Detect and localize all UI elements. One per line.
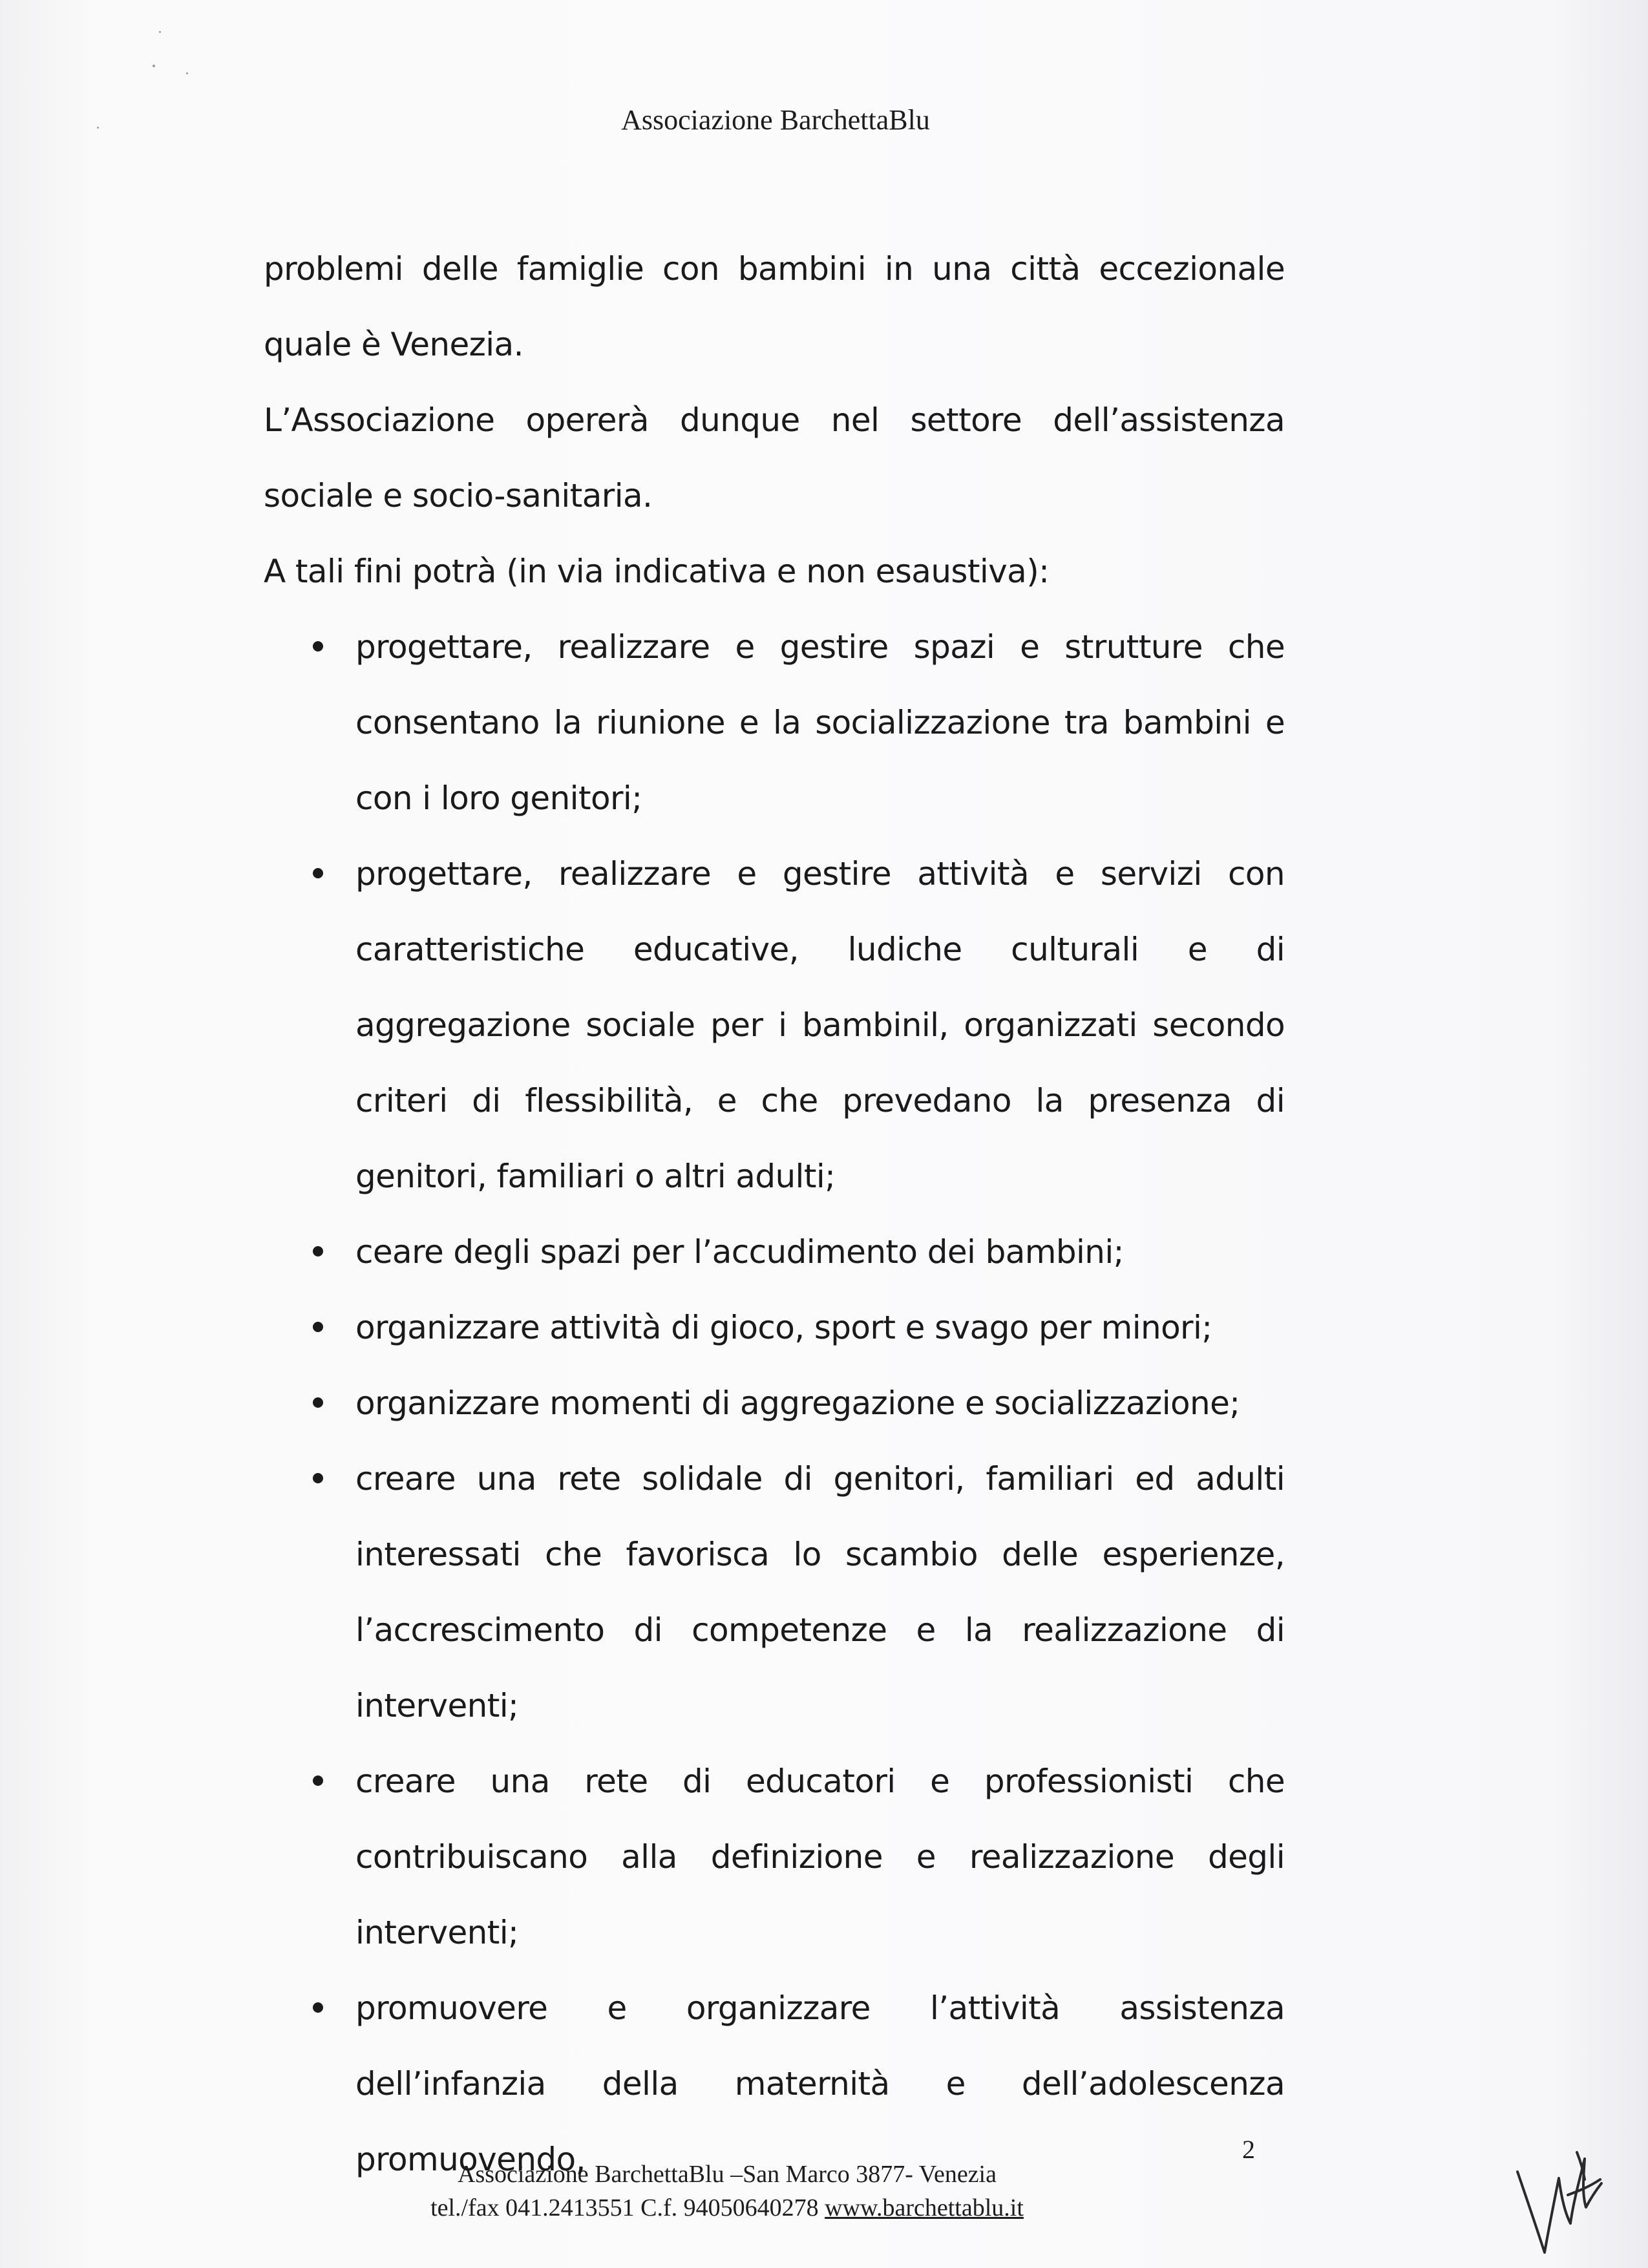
paragraph-aims: A tali fini potrà (in via indicativa e non esaustiva): — [264, 553, 1050, 590]
list-item — [264, 1744, 1285, 1971]
list-item-text: organizzare momenti di aggregazione e socializzazione; — [355, 1384, 1240, 1422]
list-item-text: creare una rete di educatori e professionisti che contribuiscano alla definizione e realizzazione degli interventi; — [355, 1763, 1285, 1951]
paragraph-intro: problemi delle famiglie con bambini in una città eccezionale quale è Venezia. — [264, 250, 1285, 363]
bullet-icon — [313, 868, 323, 878]
list-item — [264, 609, 1285, 836]
list-item — [264, 1214, 1285, 1290]
list-item-text: progettare, realizzare e gestire spazi e strutture che consentano la riunione e la socializzazione tra bambini e con i loro genitori; — [355, 628, 1285, 817]
bullet-icon — [313, 1322, 323, 1332]
page-number: 2 — [1242, 2135, 1255, 2164]
list-item — [264, 1441, 1285, 1744]
bullet-icon — [313, 1775, 323, 1786]
page-footer — [0, 2157, 1454, 2225]
aims-list — [264, 609, 1285, 2198]
list-item — [264, 1290, 1285, 1366]
list-item-text: promuovere e organizzare l’attività assistenza dell’infanzia della maternità e dell’adolescenza promuovendo, — [355, 1989, 1285, 2178]
list-item — [264, 836, 1285, 1214]
bullet-icon — [313, 1246, 323, 1256]
bullet-icon — [313, 1397, 323, 1408]
scan-speck — [186, 72, 188, 74]
list-item-text: creare una rete solidale di genitori, familiari ed adulti interessati che favorisca lo scambio delle esperienze, l’accrescimento di competenze e la realizzazione di interventi; — [355, 1460, 1285, 1724]
handwritten-signature — [1506, 2133, 1609, 2262]
website-link[interactable]: www.barchettablu.it — [825, 2194, 1024, 2221]
scan-speck — [97, 127, 99, 129]
footer-phone-tax: tel./fax 041.2413551 C.f. 94050640278 — [430, 2194, 825, 2221]
document-body — [264, 231, 1285, 2198]
list-item-text: progettare, realizzare e gestire attività e servizi con caratteristiche educative, ludiche culturali e di aggregazione sociale per i bambinil, organizzati secondo criteri di flessibilità, e che prevedano la presenza di genitori, familiari o altri adulti; — [355, 855, 1285, 1195]
footer-contacts — [0, 2191, 1454, 2225]
footer-address: Associazione BarchettaBlu –San Marco 3877- Venezia — [458, 2161, 997, 2188]
list-item — [264, 1366, 1285, 1441]
list-item-text: ceare degli spazi per l’accudimento dei bambini; — [355, 1233, 1124, 1271]
paragraph-sector: L’Associazione opererà dunque nel settore dell’assistenza sociale e socio-sanitaria. — [264, 401, 1285, 514]
bullet-icon — [313, 2002, 323, 2013]
page-header: Associazione BarchettaBlu — [621, 104, 930, 136]
bullet-icon — [313, 1473, 323, 1483]
bullet-icon — [313, 641, 323, 652]
scan-speck — [159, 31, 161, 33]
scan-speck — [153, 65, 155, 67]
list-item-text: organizzare attività di gioco, sport e svago per minori; — [355, 1309, 1212, 1346]
